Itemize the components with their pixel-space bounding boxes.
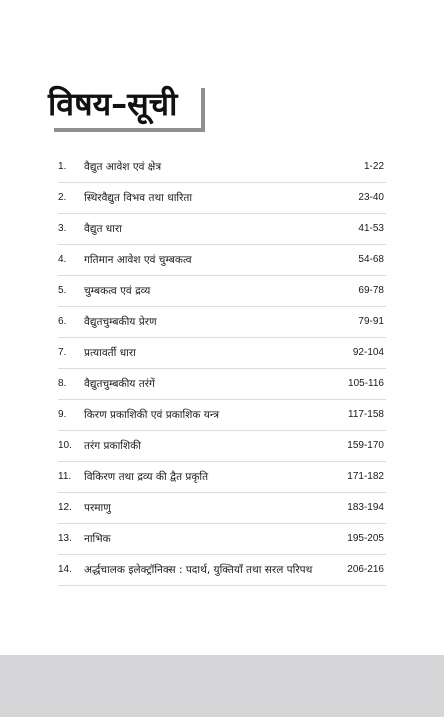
toc-chapter-title: परमाणु xyxy=(84,502,111,514)
toc-chapter-title: वैद्युत आवेश एवं क्षेत्र xyxy=(84,161,162,173)
toc-chapter-title: तरंग प्रकाशिकी xyxy=(84,440,141,452)
toc-page-range: 171-182 xyxy=(347,471,384,482)
toc-chapter-title: नाभिक xyxy=(84,533,111,545)
toc-row xyxy=(58,462,386,493)
toc-number: 3. xyxy=(58,223,67,234)
toc-number: 11. xyxy=(58,471,72,482)
toc-row xyxy=(58,152,386,183)
toc-page-range: 92-104 xyxy=(352,347,384,358)
toc-row xyxy=(58,214,386,245)
toc-page-range: 159-170 xyxy=(347,440,384,451)
toc-number: 13. xyxy=(58,533,72,544)
toc-number: 2. xyxy=(58,192,67,203)
toc-number: 6. xyxy=(58,316,67,327)
toc-row xyxy=(58,400,386,431)
toc-chapter-title: प्रत्यावर्ती धारा xyxy=(84,347,136,359)
toc-page-range: 195-205 xyxy=(347,533,384,544)
toc-page-range: 41-53 xyxy=(358,223,384,234)
toc-chapter-title: अर्द्धचालक इलेक्ट्रॉनिक्स : पदार्थ, युक्तियाँ तथा सरल परिपथ xyxy=(84,564,313,576)
toc-number: 9. xyxy=(58,409,67,420)
toc-page-range: 23-40 xyxy=(358,192,384,203)
toc-page-range: 105-116 xyxy=(348,378,384,389)
toc-number: 5. xyxy=(58,285,67,296)
toc-number: 10. xyxy=(58,440,72,451)
toc-chapter-title: चुम्बकत्व एवं द्रव्य xyxy=(84,285,151,297)
toc-row xyxy=(58,307,386,338)
page-title: विषय–सूची xyxy=(48,85,178,123)
toc-page-range: 69-78 xyxy=(358,285,384,296)
toc-number: 12. xyxy=(58,502,72,513)
toc-row xyxy=(58,431,386,462)
table-of-contents xyxy=(58,152,386,586)
toc-chapter-title: स्थिरवैद्युत विभव तथा धारिता xyxy=(84,192,193,204)
toc-page-range: 117-158 xyxy=(348,409,384,420)
toc-row xyxy=(58,493,386,524)
toc-number: 14. xyxy=(58,564,72,575)
toc-page-range: 54-68 xyxy=(358,254,384,265)
toc-row xyxy=(58,276,386,307)
toc-number: 4. xyxy=(58,254,67,265)
title-box xyxy=(48,82,205,132)
toc-row xyxy=(58,555,386,586)
toc-row xyxy=(58,338,386,369)
toc-chapter-title: वैद्युतचुम्बकीय तरंगें xyxy=(84,378,155,390)
toc-row xyxy=(58,183,386,214)
toc-page-range: 183-194 xyxy=(347,502,384,513)
toc-row xyxy=(58,524,386,555)
toc-number: 7. xyxy=(58,347,67,358)
toc-chapter-title: किरण प्रकाशिकी एवं प्रकाशिक यन्त्र xyxy=(84,409,220,421)
toc-number: 8. xyxy=(58,378,67,389)
toc-chapter-title: वैद्युत धारा xyxy=(84,223,122,235)
toc-page-range: 1-22 xyxy=(363,161,384,172)
toc-chapter-title: गतिमान आवेश एवं चुम्बकत्व xyxy=(84,254,192,266)
toc-row xyxy=(58,245,386,276)
toc-page-range: 79-91 xyxy=(358,316,384,327)
toc-page-range: 206-216 xyxy=(347,564,384,575)
toc-row xyxy=(58,369,386,400)
toc-chapter-title: वैद्युतचुम्बकीय प्रेरण xyxy=(84,316,157,328)
footer-band xyxy=(0,655,444,717)
toc-chapter-title: विकिरण तथा द्रव्य की द्वैत प्रकृति xyxy=(84,471,209,483)
toc-number: 1. xyxy=(58,161,67,172)
